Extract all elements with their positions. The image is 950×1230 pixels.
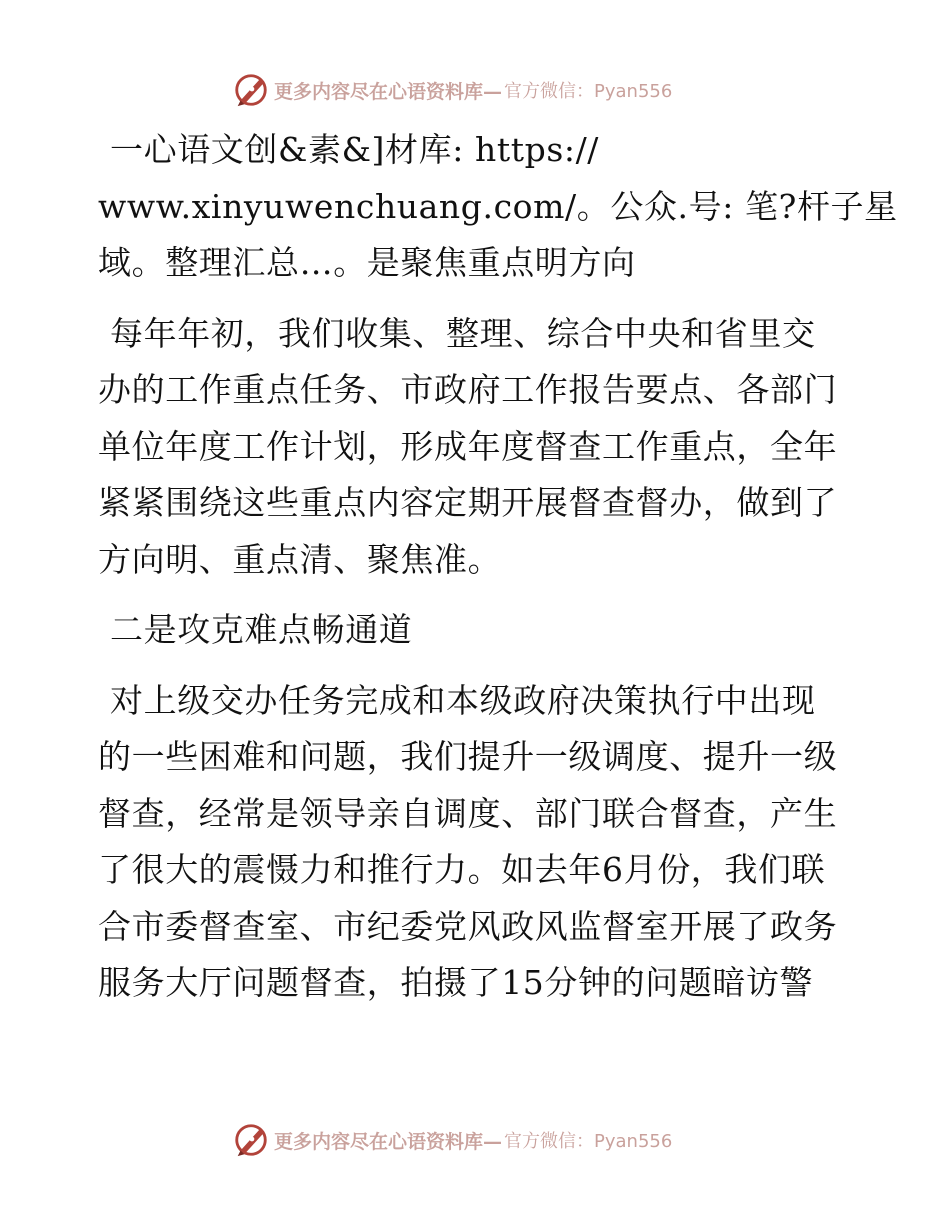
- text-line: 每年年初，我们收集、整理、综合中央和省里交: [110, 313, 816, 353]
- text-line: 的一些困难和问题，我们提升一级调度、提升一级: [98, 737, 838, 776]
- watermark-main-text: 更多内容尽在心语资料库—: [274, 80, 503, 103]
- text-line: 紧紧围绕这些重点内容定期开展督查督办，做到了: [98, 483, 838, 522]
- text-line: 合市委督查室、市纪委党风政风监督室开展了政务: [98, 906, 838, 946]
- watermark-contact-text: 官方微信：Pyan556: [504, 81, 673, 102]
- paragraph-focus: [98, 306, 858, 589]
- pen-logo-icon: [232, 1121, 270, 1159]
- header-watermark-banner: [232, 70, 712, 110]
- watermark-main-text: 更多内容尽在心语资料库—: [274, 1130, 503, 1153]
- heading-line: 二是攻克难点畅通道: [110, 610, 413, 649]
- text-line: 对上级交办任务完成和本级政府决策执行中出现: [110, 680, 816, 720]
- text-line: 督查，经常是领导亲自调度、部门联合督查，产生: [98, 793, 838, 833]
- text-line: 一心语文创&素&]材库: https://: [110, 130, 600, 169]
- text-line: 域。整理汇总…。是聚焦重点明方向: [98, 243, 636, 282]
- section-heading: [98, 602, 858, 659]
- text-line: 单位年度工作计划，形成年度督查工作重点，全年: [98, 426, 838, 466]
- paragraph-intro: [98, 122, 898, 292]
- text-line: 办的工作重点任务、市政府工作报告要点、各部门: [98, 370, 838, 409]
- pen-logo-icon: [232, 71, 270, 109]
- paragraph-difficulties: [98, 673, 858, 1012]
- footer-watermark-banner: [232, 1120, 712, 1160]
- text-line: 服务大厅问题督查，拍摄了15分钟的问题暗访警: [98, 963, 814, 1002]
- document-body: [98, 122, 898, 1026]
- text-line: 了很大的震慑力和推行力。如去年6月份，我们联: [98, 850, 826, 889]
- text-line: 方向明、重点清、聚焦准。: [98, 539, 502, 579]
- text-line: www.xinyuwenchuang.com/。公众.号: 笔?杆子星: [98, 186, 898, 226]
- watermark-contact-text: 官方微信：Pyan556: [504, 1131, 673, 1152]
